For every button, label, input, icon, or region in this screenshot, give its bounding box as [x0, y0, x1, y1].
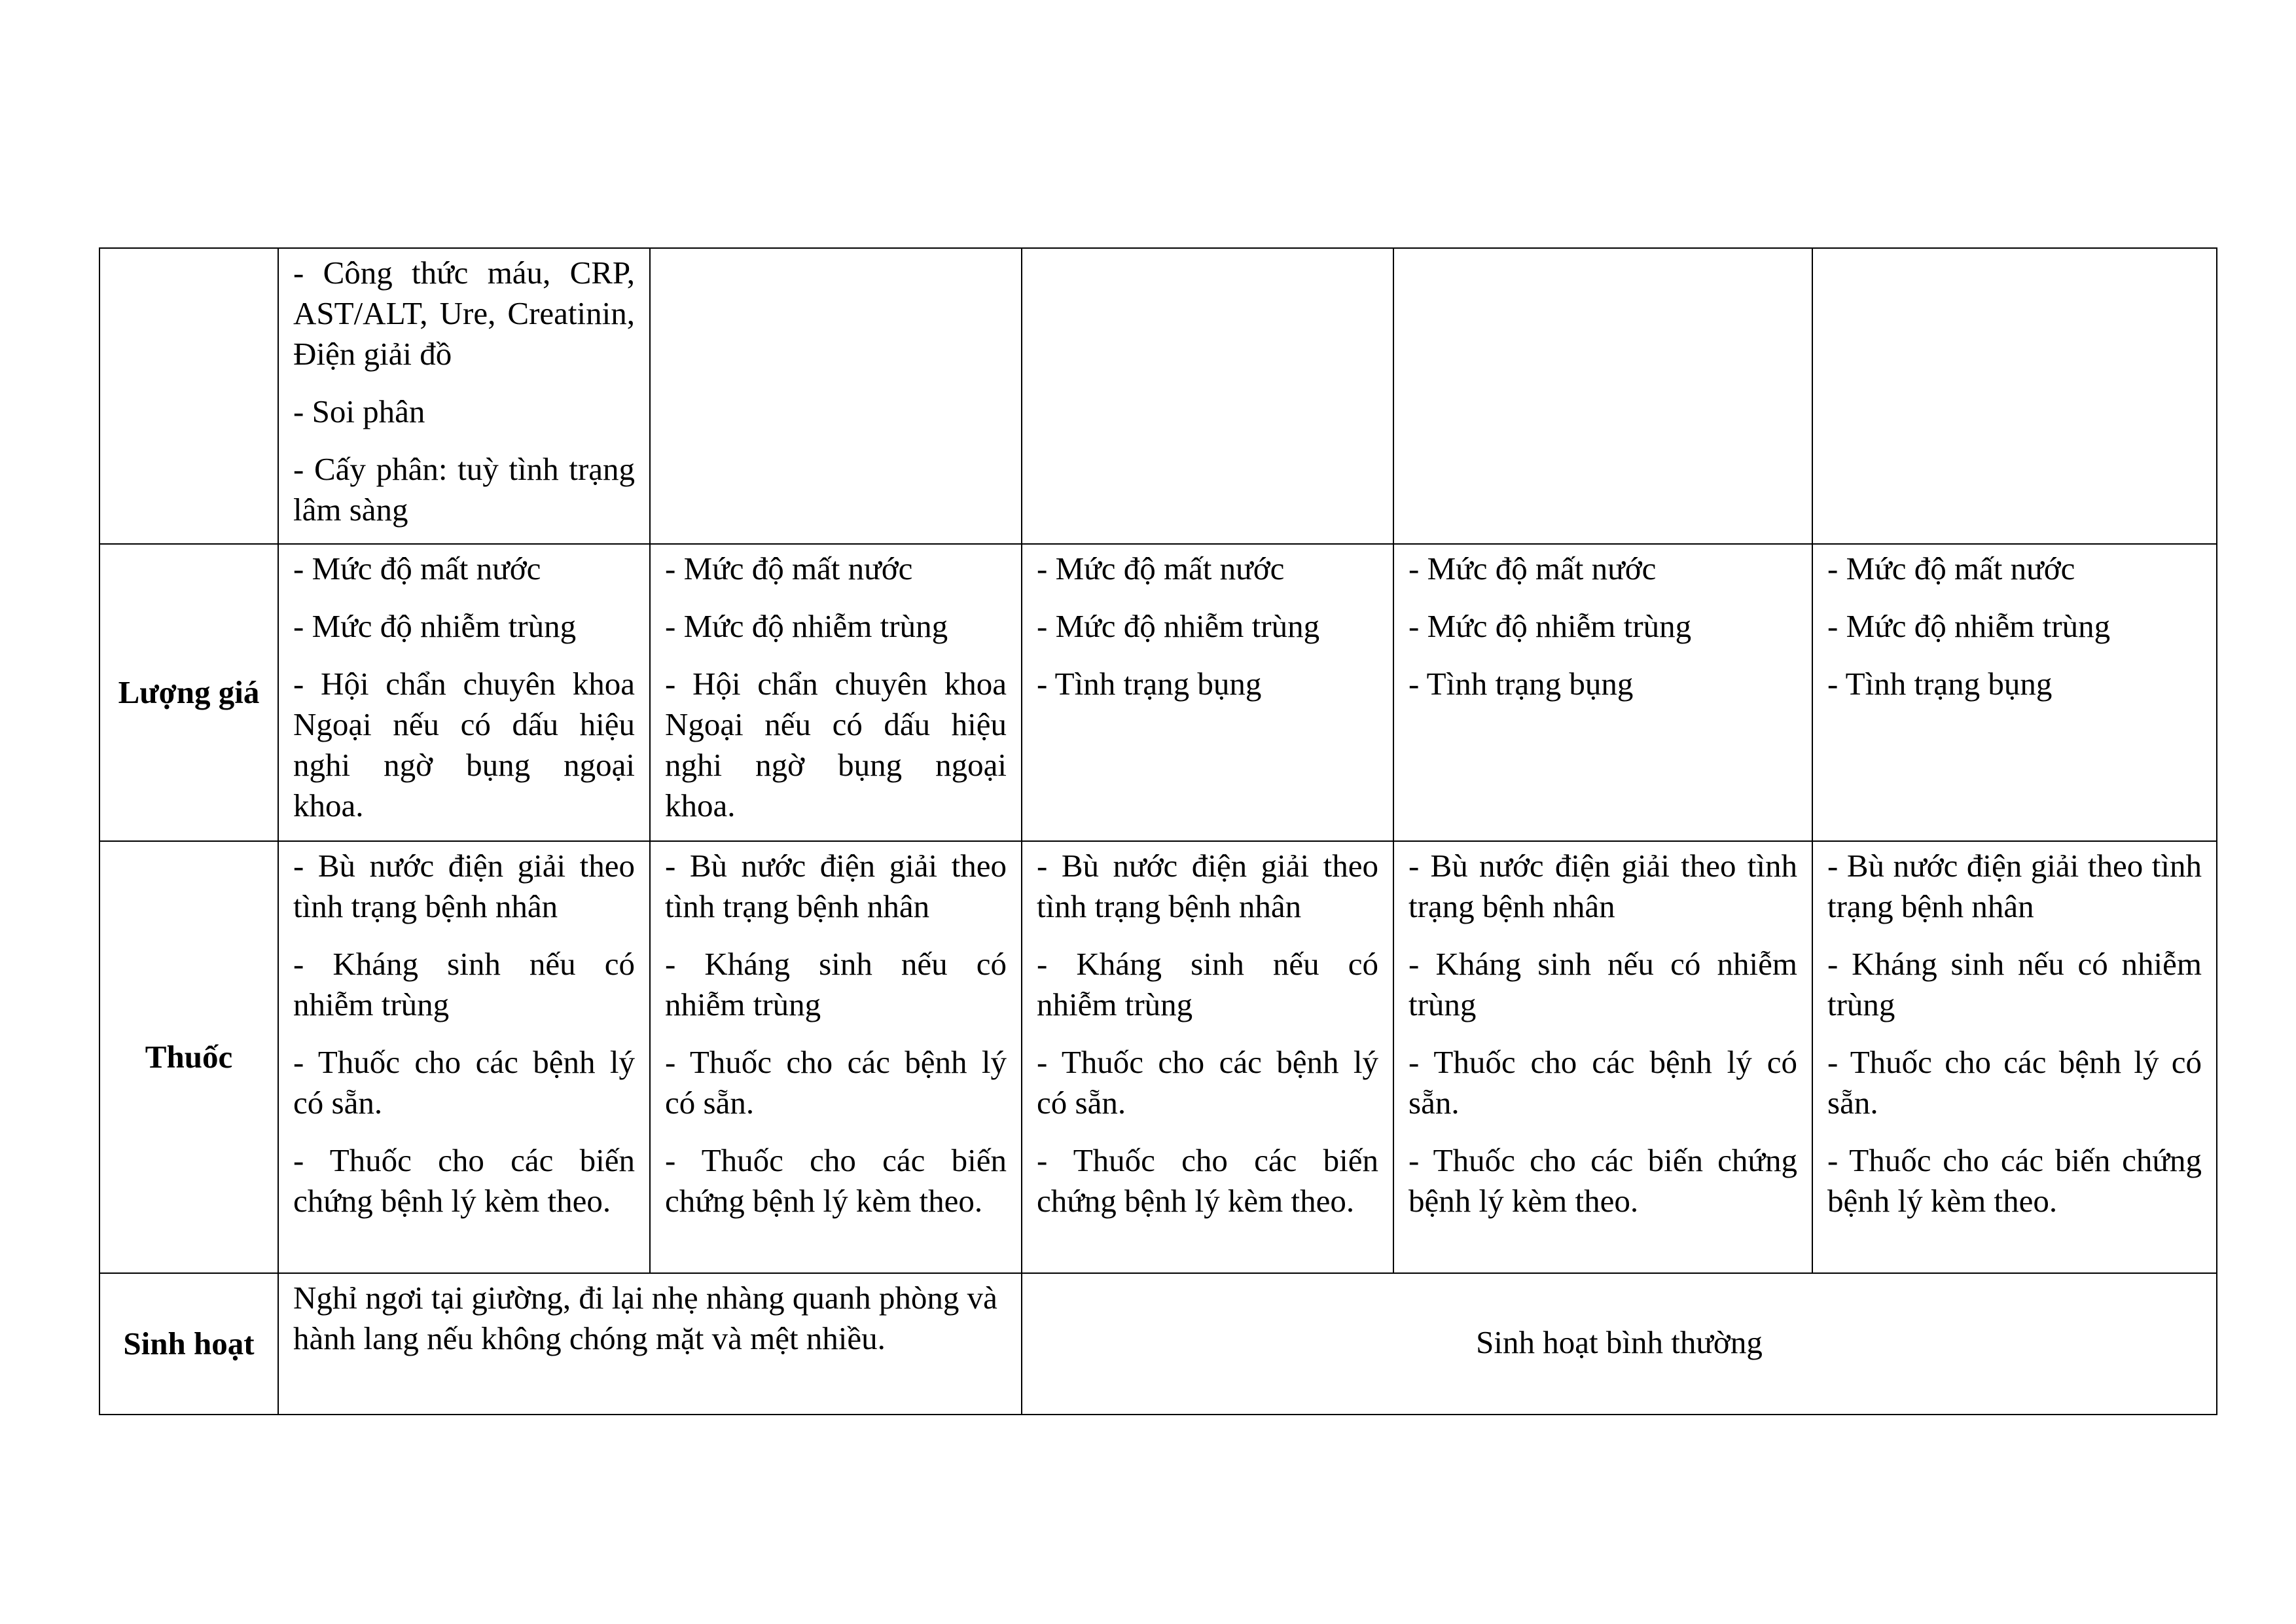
- row-label-activity: Sinh hoạt: [99, 1273, 278, 1415]
- cell-line: - Mức độ nhiễm trùng: [665, 608, 948, 644]
- cell-line: - Kháng sinh nếu có nhiễm trùng: [665, 946, 1007, 1022]
- cell-line: - Thuốc cho các bệnh lý có sẵn.: [1827, 1044, 2202, 1121]
- cell-line: - Mức độ nhiễm trùng: [1037, 608, 1320, 644]
- cell-line: - Mức độ nhiễm trùng: [293, 608, 577, 644]
- cell-line: - Mức độ nhiễm trùng: [1827, 608, 2111, 644]
- cell-line: - Thuốc cho các bệnh lý có sẵn.: [1408, 1044, 1797, 1121]
- cell-line: - Bù nước điện giải theo tình trạng bệnh nhân: [1827, 848, 2202, 924]
- cell-line: - Thuốc cho các biến chứng bệnh lý kèm theo.: [293, 1142, 635, 1219]
- cell-line: Sinh hoạt bình thường: [1476, 1324, 1763, 1360]
- table-cell: [1022, 544, 1393, 841]
- table-cell: [1393, 544, 1812, 841]
- cell-line: - Công thức máu, CRP, AST/ALT, Ure, Creatinin, Điện giải đồ: [293, 255, 635, 372]
- table-cell: [650, 841, 1022, 1273]
- cell-line: - Cấy phân: tuỳ tình trạng lâm sàng: [293, 451, 635, 528]
- cell-line: - Soi phân: [293, 393, 425, 429]
- row-label-assessment: Lượng giá: [99, 544, 278, 841]
- table-cell: [278, 248, 650, 544]
- cell-line: - Kháng sinh nếu có nhiễm trùng: [1037, 946, 1378, 1022]
- table-row-assessment: [99, 544, 2217, 841]
- cell-line: - Mức độ mất nước: [293, 550, 541, 586]
- table-cell-empty: [650, 248, 1022, 544]
- treatment-plan-table: [99, 247, 2217, 1415]
- cell-line: - Mức độ nhiễm trùng: [1408, 608, 1692, 644]
- cell-line: - Thuốc cho các biến chứng bệnh lý kèm theo.: [1827, 1142, 2202, 1219]
- row-label-empty: [99, 248, 278, 544]
- cell-line: - Bù nước điện giải theo tình trạng bệnh nhân: [293, 848, 635, 924]
- cell-line: - Thuốc cho các bệnh lý có sẵn.: [293, 1044, 635, 1121]
- cell-line: - Mức độ mất nước: [1037, 550, 1285, 586]
- table-cell: [650, 544, 1022, 841]
- table-row-activity: [99, 1273, 2217, 1415]
- cell-line: - Hội chẩn chuyên khoa Ngoại nếu có dấu hiệu nghi ngờ bụng ngoại khoa.: [293, 666, 635, 823]
- table-row-medication: [99, 841, 2217, 1273]
- cell-line: - Bù nước điện giải theo tình trạng bệnh nhân: [665, 848, 1007, 924]
- cell-line: - Tình trạng bụng: [1827, 666, 2053, 702]
- table-cell-empty: [1022, 248, 1393, 544]
- cell-line: - Thuốc cho các biến chứng bệnh lý kèm theo.: [1408, 1142, 1797, 1219]
- cell-line: - Thuốc cho các bệnh lý có sẵn.: [665, 1044, 1007, 1121]
- cell-line: - Thuốc cho các bệnh lý có sẵn.: [1037, 1044, 1378, 1121]
- cell-line: - Mức độ mất nước: [1827, 550, 2075, 586]
- cell-line: Nghỉ ngơi tại giường, đi lại nhẹ nhàng quanh phòng và hành lang nếu không chóng mặt và mệt nhiều.: [293, 1280, 997, 1356]
- table-cell-empty: [1393, 248, 1812, 544]
- table-cell: [1812, 544, 2217, 841]
- table-cell: [278, 841, 650, 1273]
- cell-line: - Kháng sinh nếu có nhiễm trùng: [1827, 946, 2202, 1022]
- table-cell: [278, 544, 650, 841]
- cell-line: - Kháng sinh nếu có nhiễm trùng: [1408, 946, 1797, 1022]
- cell-line: - Hội chẩn chuyên khoa Ngoại nếu có dấu hiệu nghi ngờ bụng ngoại khoa.: [665, 666, 1007, 823]
- table-cell: [1812, 841, 2217, 1273]
- table-cell: [1393, 841, 1812, 1273]
- cell-line: - Bù nước điện giải theo tình trạng bệnh nhân: [1408, 848, 1797, 924]
- cell-line: - Kháng sinh nếu có nhiễm trùng: [293, 946, 635, 1022]
- cell-line: - Mức độ mất nước: [1408, 550, 1657, 586]
- cell-line: - Mức độ mất nước: [665, 550, 913, 586]
- cell-line: - Thuốc cho các biến chứng bệnh lý kèm theo.: [665, 1142, 1007, 1219]
- table-cell: [1022, 841, 1393, 1273]
- table-row-tests: [99, 248, 2217, 544]
- cell-line: - Thuốc cho các biến chứng bệnh lý kèm theo.: [1037, 1142, 1378, 1219]
- cell-line: - Tình trạng bụng: [1037, 666, 1262, 702]
- row-label-medication: Thuốc: [99, 841, 278, 1273]
- table-cell-empty: [1812, 248, 2217, 544]
- cell-line: - Tình trạng bụng: [1408, 666, 1634, 702]
- activity-early-cell: [278, 1273, 1022, 1415]
- activity-late-cell: [1022, 1273, 2217, 1415]
- cell-line: - Bù nước điện giải theo tình trạng bệnh nhân: [1037, 848, 1378, 924]
